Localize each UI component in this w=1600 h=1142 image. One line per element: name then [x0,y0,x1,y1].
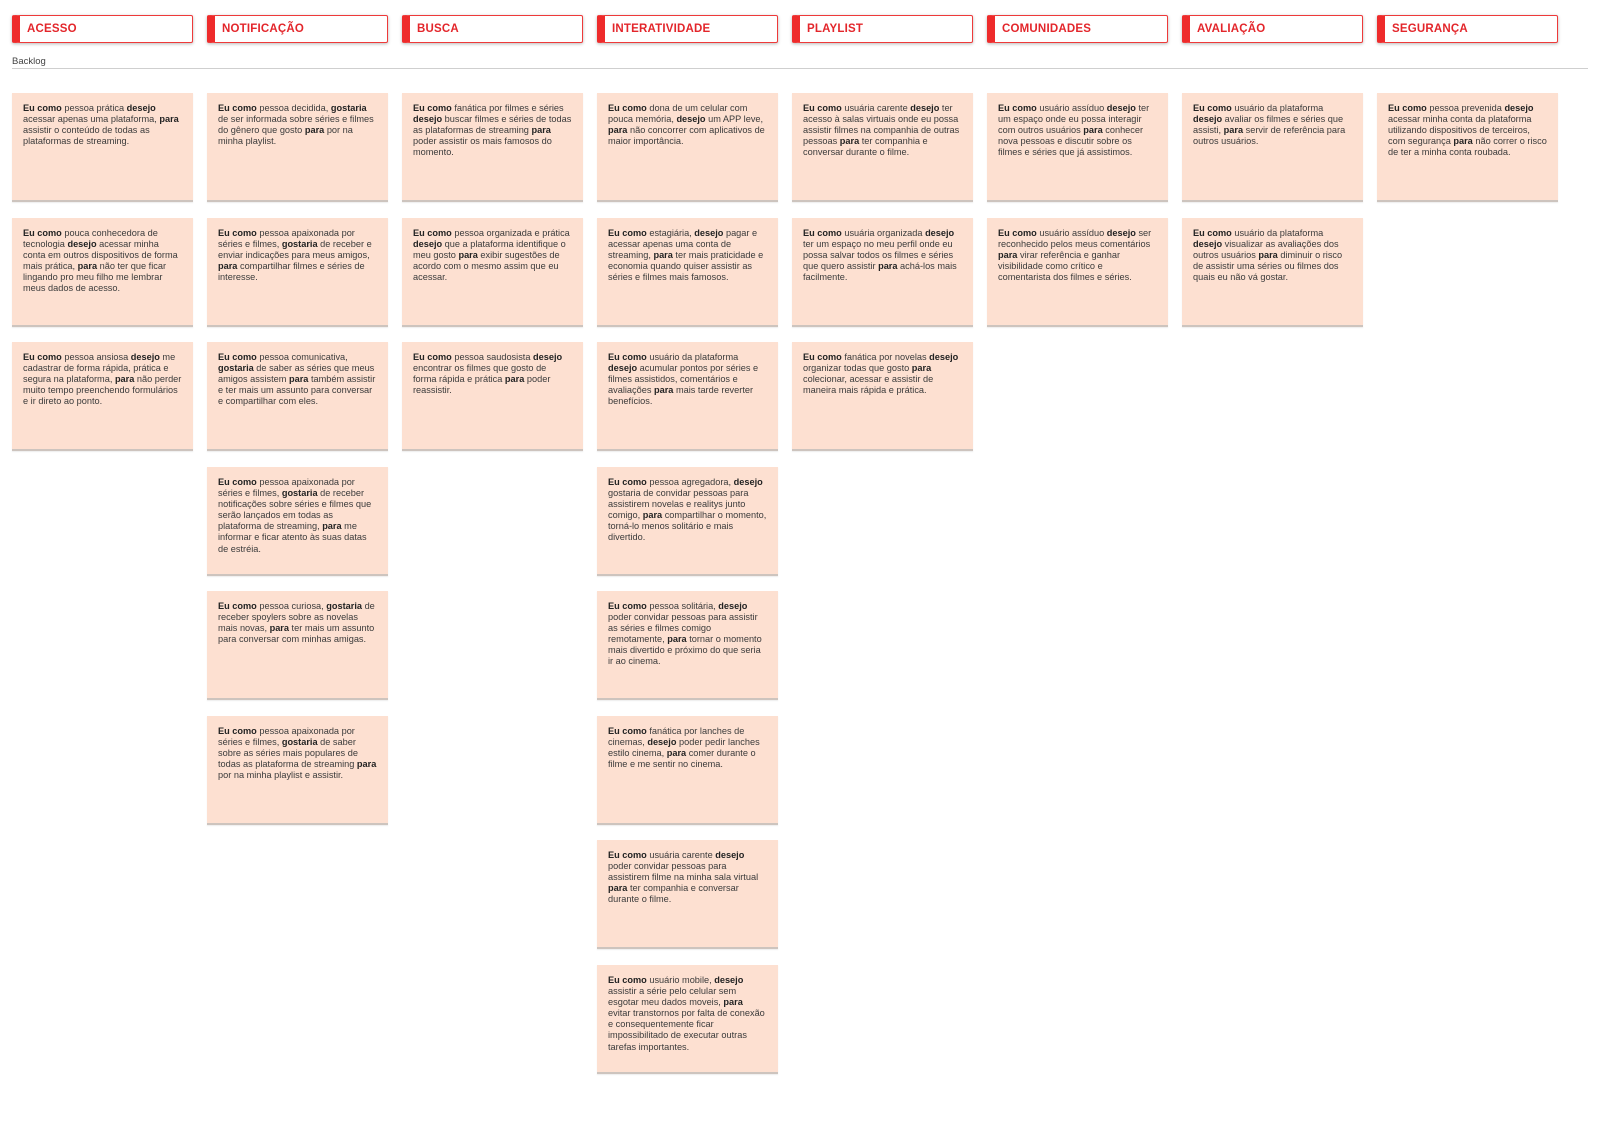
story-card[interactable] [207,93,388,202]
story-card[interactable] [1182,93,1363,202]
story-text: compartilhar filmes e séries de interesse. [218,261,365,283]
story-keyword: para [1258,250,1278,261]
story-keyword: para [288,374,309,385]
story-keyword: gostaria [281,239,318,250]
story-text: acumular pontos por séries e filmes assistidos, comentários e avaliações [608,363,759,396]
story-keyword: Eu como [803,352,842,362]
story-text: por na minha playlist e assistir. [218,770,344,781]
story-text: ter companhia e conversar durante o filme. [803,136,928,158]
story-text: poder pedir lanches estilo cinema, [608,737,760,759]
story-keyword: desejo [1106,228,1136,238]
story-keyword: para [114,374,135,385]
story-text: usuário da plataforma [1231,103,1324,113]
story-keyword: Eu como [23,228,62,238]
story-text: fanática por novelas [841,352,930,362]
story-card[interactable] [597,342,778,451]
story-card[interactable] [402,93,583,202]
story-text: pagar e acessar apenas uma conta de streaming, [608,228,758,261]
story-keyword: para [304,125,325,136]
story-keyword: desejo [130,352,160,362]
story-text: avaliar os filmes e séries que assisti, [1193,114,1344,136]
story-card[interactable] [12,93,193,202]
story-keyword: para [723,997,743,1008]
story-text: servir de referência para outros usuários. [1193,125,1346,147]
story-keyword: Eu como [413,103,452,113]
story-text: assistir o conteúdo de todas as plataformas de streaming. [23,125,150,147]
story-keyword: para [1083,125,1103,136]
story-text: usuária carente [841,103,911,113]
story-text: pessoa apaixonada por séries e filmes, [218,726,355,748]
story-card[interactable] [792,342,973,451]
story-keyword: Eu como [218,477,257,487]
story-keyword: para [269,623,289,634]
story-text: fanática por filmes e séries [451,103,564,113]
story-text: mais tarde reverter benefícios. [608,385,754,407]
story-keyword: para [911,363,932,374]
story-keyword: Eu como [23,103,62,113]
story-text: ter acesso à salas virtuais onde eu possa assistir filmes na companhia de outras pessoas [803,103,960,147]
story-text: pouca conhecedora de tecnologia [23,228,158,250]
column-header[interactable]: ACESSO [12,15,193,43]
column-header[interactable]: SEGURANÇA [1377,15,1558,43]
story-text: pessoa organizada e prática [451,228,570,238]
story-text: usuário da plataforma [1231,228,1324,238]
story-text: acessar apenas uma plataforma, [23,114,160,125]
story-keyword: para [159,114,179,125]
story-text: poder assistir os mais famosos do momento. [413,136,552,158]
story-keyword: para [504,374,525,385]
story-keyword: gostaria [281,737,318,748]
story-keyword: gostaria [218,363,254,374]
column-header[interactable]: AVALIAÇÃO [1182,15,1363,43]
story-text: ter um espaço onde eu possa interagir com outros usuários [998,103,1150,136]
story-card[interactable] [12,342,193,451]
story-card[interactable] [597,218,778,327]
story-card[interactable] [987,93,1168,202]
story-keyword: Eu como [1193,103,1232,113]
column-header[interactable]: INTERATIVIDADE [597,15,778,43]
column-header[interactable]: BUSCA [402,15,583,43]
story-text: pessoa agregadora, [646,477,734,487]
story-card[interactable] [207,342,388,451]
story-text: gostaria de convidar pessoas para assistirem novelas e realitys junto comigo, [608,488,749,521]
column-header[interactable]: PLAYLIST [792,15,973,43]
story-card[interactable] [1182,218,1363,327]
story-text: pessoa saudosista [451,352,534,362]
story-text: usuária organizada [841,228,926,238]
story-text: colecionar, acessar e assistir de maneira mais rápida e prática. [803,374,934,396]
story-keyword: para [608,883,628,894]
story-text: pessoa solitária, [646,601,719,611]
story-card[interactable] [207,467,388,576]
story-keyword: Eu como [608,103,647,113]
story-keyword: para [642,510,663,521]
story-text: não concorrer com aplicativos de maior importância. [608,125,765,147]
story-keyword: desejo [67,239,97,250]
story-keyword: Eu como [803,103,842,113]
story-keyword: desejo [718,601,748,611]
story-keyword: para [356,759,377,770]
backlog-divider [12,68,1588,69]
story-text: pessoa apaixonada por séries e filmes, [218,477,355,499]
story-text: pessoa prática [61,103,127,113]
story-keyword: Eu como [608,228,647,238]
story-keyword: desejo [676,114,706,125]
story-text: estagiária, [646,228,695,238]
story-keyword: desejo [533,352,563,362]
story-card[interactable] [597,965,778,1074]
story-text: organizar todas que gosto [803,363,912,374]
story-keyword: para [839,136,860,147]
story-card[interactable] [207,218,388,327]
story-text: diminuir o risco de assistir uma séries ou filmes dos quais eu não vá gostar. [1193,250,1343,283]
story-text: poder reassistir. [413,374,551,396]
story-keyword: para [608,125,628,136]
story-keyword: desejo [413,239,443,250]
story-card[interactable] [597,93,778,202]
story-card[interactable] [987,218,1168,327]
story-text: me cadastrar de forma rápida, prática e segura na plataforma, [23,352,176,385]
story-keyword: para [667,634,687,645]
story-keyword: para [878,261,898,272]
story-text: pessoa apaixonada por séries e filmes, [218,228,355,250]
story-keyword: Eu como [608,726,647,736]
story-text: visualizar as avaliações dos outros usuários [1193,239,1339,261]
story-keyword: Eu como [803,228,842,238]
story-keyword: desejo [733,477,763,487]
story-text: achá-los mais facilmente. [803,261,957,283]
story-text: compartilhar o momento, torná-lo menos solitário e mais divertido. [608,510,767,543]
story-keyword: Eu como [608,352,647,362]
story-keyword: gostaria [330,103,367,113]
story-keyword: desejo [413,114,443,125]
story-text: pessoa comunicativa, [256,352,348,362]
story-keyword: Eu como [23,352,62,362]
story-text: usuário da plataforma [646,352,739,362]
story-text: usuária carente [646,850,716,860]
story-keyword: gostaria [326,601,363,611]
story-card[interactable] [207,591,388,700]
story-text: ter companhia e conversar durante o filme. [608,883,739,905]
story-keyword: Eu como [608,477,647,487]
story-card[interactable] [12,218,193,327]
story-text: de ser informada sobre séries e filmes do gênero que gosto [218,114,374,136]
story-keyword: desejo [694,228,724,238]
story-card[interactable] [792,218,973,327]
story-text: acessar minha conta da plataforma utilizando dispositivos de terceiros, com segurança [1388,114,1532,147]
story-text: de saber as séries que meus amigos assistem [218,363,375,385]
story-text: tornar o momento mais divertido e próximo do que seria ir ao cinema. [608,634,762,667]
story-keyword: desejo [929,352,959,362]
story-text: ter mais um assunto para conversar com minhas amigas. [218,623,375,645]
story-keyword: para [322,521,342,532]
story-card[interactable] [1377,93,1558,202]
story-text: também assistir e ter mais um assunto para conversar e compartilhar com eles. [218,374,376,407]
story-keyword: desejo [714,975,744,985]
story-text: que a plataforma identifique o meu gosto [413,239,566,261]
story-text: pessoa ansiosa [61,352,131,362]
story-keyword: Eu como [218,601,257,611]
story-keyword: desejo [1193,114,1223,125]
story-card[interactable] [402,342,583,451]
story-text: pessoa decidida, [256,103,331,113]
story-keyword: para [998,250,1018,261]
story-keyword: Eu como [218,103,257,113]
story-keyword: para [77,261,98,272]
story-keyword: para [458,250,478,261]
story-text: de receber e enviar indicações para meus amigos, [218,239,372,261]
story-text: exibir sugestões de acordo com o mesmo assim que eu acessar. [413,250,560,283]
story-keyword: para [653,385,674,396]
story-keyword: Eu como [998,103,1037,113]
story-keyword: desejo [715,850,745,860]
story-text: pessoa curiosa, [256,601,327,611]
story-text: ter mais praticidade e economia quando quiser assistir as séries e filmes mais famosos. [608,250,764,283]
story-keyword: Eu como [218,352,257,362]
story-keyword: desejo [1193,239,1223,250]
story-text: evitar transtornos por falta de conexão e consequentemente ficar impossibilitado de executar outras tarefas importantes. [608,1008,765,1052]
story-text: virar referência e ganhar visibilidade como crítico e comentarista dos filmes e séries. [998,250,1132,283]
story-text: não correr o risco de ter a minha conta roubada. [1388,136,1547,158]
story-keyword: desejo [1106,103,1136,113]
story-text: poder convidar pessoas para assistirem filme na minha sala virtual [608,861,759,883]
story-text: comer durante o filme e me sentir no cinema. [608,748,756,770]
story-text: dona de um celular com pouca memória, [608,103,748,125]
story-keyword: desejo [608,363,638,374]
story-text: assistir a série pelo celular sem esgotar meu dados moveis, [608,986,737,1008]
story-keyword: desejo [910,103,940,113]
story-keyword: desejo [647,737,677,748]
story-text: buscar filmes e séries de todas as plataformas de streaming [413,114,572,136]
story-keyword: para [218,261,238,272]
story-keyword: Eu como [413,352,452,362]
story-keyword: desejo [925,228,955,238]
story-card[interactable] [597,840,778,949]
story-keyword: Eu como [608,850,647,860]
story-keyword: desejo [126,103,156,113]
story-keyword: Eu como [1193,228,1232,238]
story-text: usuário assíduo [1036,103,1107,113]
story-text: acessar minha conta em outros dispositivos de forma mais prática, [23,239,178,272]
story-keyword: Eu como [413,228,452,238]
story-card[interactable] [597,716,778,825]
story-keyword: para [1453,136,1473,147]
column-header[interactable]: COMUNIDADES [987,15,1168,43]
story-text: usuário mobile, [646,975,715,985]
story-text: de saber sobre as séries mais populares de todas as plataforma de streaming [218,737,358,770]
column-header[interactable]: NOTIFICAÇÃO [207,15,388,43]
backlog-label: Backlog [12,56,46,67]
story-text: conhecer nova pessoas e discutir sobre os filmes e séries que já assistimos. [998,125,1144,158]
story-keyword: Eu como [608,975,647,985]
story-text: não ter que ficar lingando pro meu filho me lembrar meus dados de acesso. [23,261,167,294]
story-text: ter um espaço no meu perfil onde eu possa salvar todos os filmes e séries que quero assistir [803,239,954,272]
story-keyword: para [1223,125,1244,136]
story-keyword: Eu como [1388,103,1427,113]
story-keyword: Eu como [218,726,257,736]
story-text: poder convidar pessoas para assistir as séries e filmes comigo remotamente, [608,612,758,645]
story-keyword: gostaria [281,488,318,499]
story-text: um APP leve, [705,114,764,125]
story-text: me informar e ficar atento às suas datas de estréia. [218,521,367,554]
story-keyword: para [666,748,687,759]
story-card[interactable] [597,467,778,576]
story-keyword: desejo [1504,103,1534,113]
story-text: fanática por lanches de cinemas, [608,726,745,748]
story-keyword: Eu como [998,228,1037,238]
story-text: por na minha playlist. [218,125,353,147]
story-text: de receber spoylers sobre as novelas mais novas, [218,601,375,634]
story-keyword: para [531,125,551,136]
story-text: não perder muito tempo preenchendo formulários e ir direto ao ponto. [23,374,182,407]
story-keyword: Eu como [608,601,647,611]
story-card[interactable] [792,93,973,202]
story-card[interactable] [207,716,388,825]
story-card[interactable] [402,218,583,327]
story-text: pessoa prevenida [1426,103,1505,113]
story-text: encontrar os filmes que gosto de forma rápida e prática [413,363,547,385]
story-keyword: para [653,250,673,261]
story-text: usuário assíduo [1036,228,1107,238]
story-text: de receber notificações sobre séries e filmes que serão lançados em todas as plataforma de streaming, [218,488,372,532]
story-text: ser reconhecido pelos meus comentários [998,228,1152,250]
story-keyword: Eu como [218,228,257,238]
story-card[interactable] [597,591,778,700]
